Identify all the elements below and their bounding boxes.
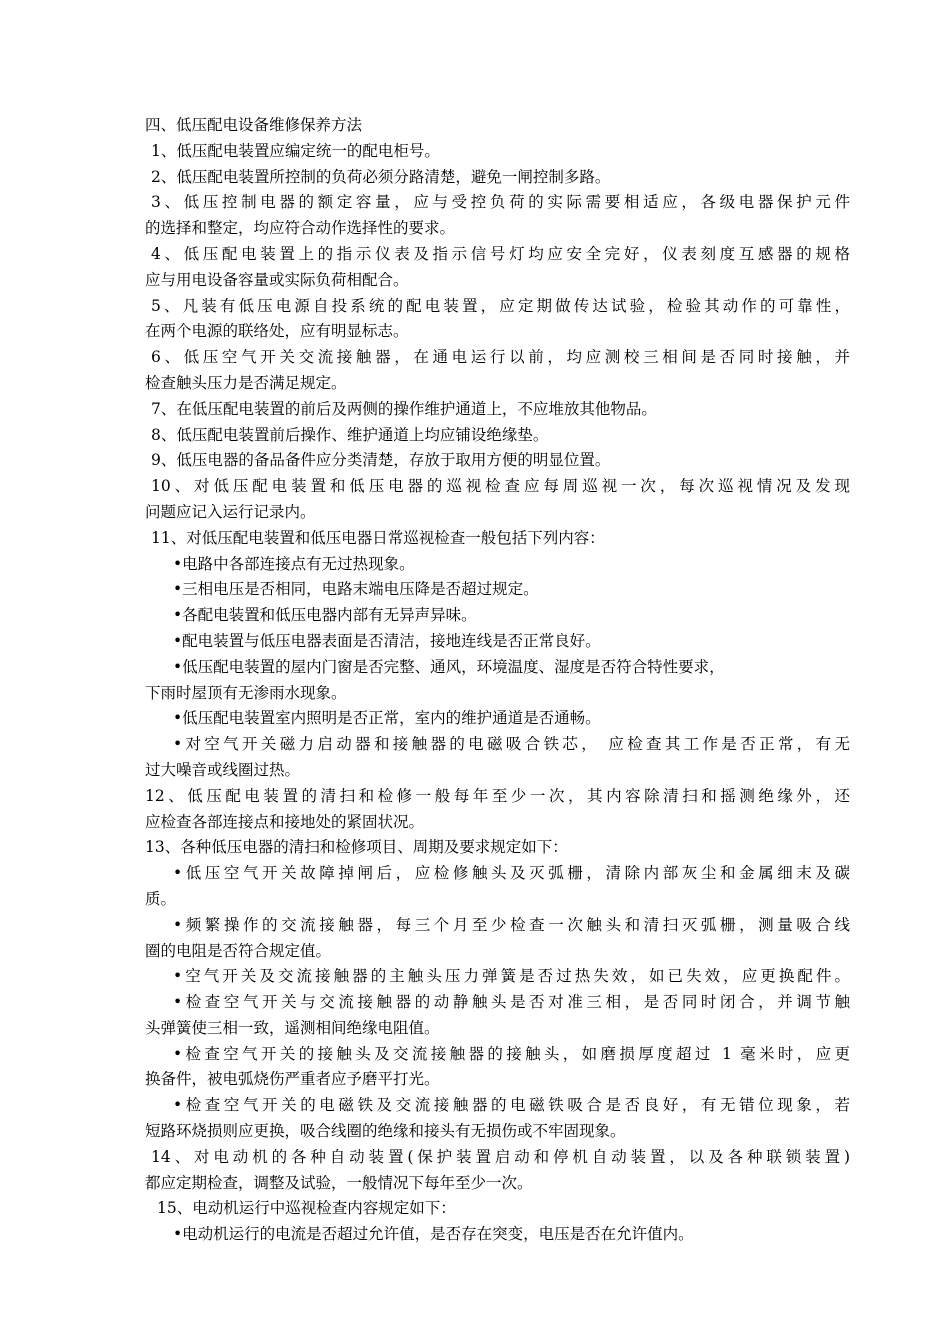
paragraph-line: 9、低压电器的备品备件应分类清楚，存放于取用方便的明显位置。: [151, 451, 611, 470]
bullet-item: •三相电压是否相同，电路末端电压降是否超过规定。: [173, 580, 539, 599]
bullet-item: •低压空气开关故障掉闸后，应检修触头及灭弧栅，清除内部灰尘和金属细末及碳: [173, 864, 850, 883]
paragraph-line: 应检查各部连接点和接地处的紧固状况。: [145, 812, 425, 831]
paragraph-line: 8、低压配电装置前后操作、维护通道上均应铺设绝缘垫。: [151, 425, 549, 444]
bullet-item: •电路中各部连接点有无过热现象。: [173, 554, 415, 573]
bullet-item: •低压配电装置室内照明是否正常，室内的维护通道是否通畅。: [173, 709, 601, 728]
bullet-item: •空气开关及交流接触器的主触头压力弹簧是否过热失效，如已失效，应更换配件。: [173, 967, 850, 986]
paragraph-line: 检查触头压力是否满足规定。: [145, 373, 347, 392]
bullet-item: •低压配电装置的屋内门窗是否完整、通风，环境温度、湿度是否符合特性要求，: [173, 657, 725, 676]
paragraph-line: 15、电动机运行中巡视检查内容规定如下：: [157, 1199, 456, 1218]
document-body: [145, 113, 850, 1248]
paragraph-line: 的选择和整定，均应符合动作选择性的要求。: [145, 219, 456, 238]
bullet-item-continuation: 质。: [145, 889, 177, 908]
bullet-item-continuation: 下雨时屋顶有无渗雨水现象。: [145, 683, 347, 702]
paragraph-line: 13、各种低压电器的清扫和检修项目、周期及要求规定如下：: [145, 838, 568, 857]
paragraph-line: 7、在低压配电装置的前后及两侧的操作维护通道上，不应堆放其他物品。: [151, 399, 657, 418]
paragraph-line: 1、低压配电装置应编定统一的配电柜号。: [151, 141, 440, 160]
bullet-item-continuation: 圈的电阻是否符合规定值。: [145, 941, 332, 960]
bullet-item-continuation: 换备件，被电弧烧伤严重者应予磨平打光。: [145, 1070, 440, 1089]
paragraph-line: 在两个电源的联络处，应有明显标志。: [145, 322, 409, 341]
bullet-item: •对空气开关磁力启动器和接触器的电磁吸合铁芯， 应检查其工作是否正常，有无: [173, 735, 850, 754]
paragraph-line: 问题应记入运行记录内。: [145, 502, 316, 521]
bullet-item: •各配电装置和低压电器内部有无异声异味。: [173, 606, 477, 625]
paragraph-line: 10、对低压配电装置和低压电器的巡视检查应每周巡视一次，每次巡视情况及发现: [151, 477, 850, 496]
bullet-item: •检查空气开关的电磁铁及交流接触器的电磁铁吸合是否良好，有无错位现象，若: [173, 1096, 850, 1115]
paragraph-line: 应与用电设备容量或实际负荷相配合。: [145, 270, 409, 289]
bullet-item: •频繁操作的交流接触器，每三个月至少检查一次触头和清扫灭弧栅，测量吸合线: [173, 915, 850, 934]
bullet-item-continuation: 过大噪音或线圈过热。: [145, 760, 301, 779]
paragraph-line: 5、凡装有低压电源自投系统的配电装置，应定期做传达试验，检验其动作的可靠性，: [151, 296, 850, 315]
bullet-item: •检查空气开关的接触头及交流接触器的接触头，如磨损厚度超过 1 毫米时，应更: [173, 1044, 850, 1063]
bullet-item-continuation: 短路环烧损则应更换，吸合线圈的绝缘和接头有无损伤或不牢固现象。: [145, 1122, 626, 1141]
paragraph-line: 14、对电动机的各种自动装置(保护装置启动和停机自动装置，以及各种联锁装置): [151, 1147, 850, 1166]
bullet-item: •配电装置与低压电器表面是否清洁，接地连线是否正常良好。: [173, 631, 601, 650]
paragraph-line: 12、低压配电装置的清扫和检修一般每年至少一次，其内容除清扫和摇测绝缘外，还: [145, 786, 850, 805]
paragraph-line: 4、低压配电装置上的指示仪表及指示信号灯均应安全完好，仪表刻度互感器的规格: [151, 244, 850, 263]
paragraph-line: 都应定期检查，调整及试验，一般情况下每年至少一次。: [145, 1173, 533, 1192]
paragraph-line: 3、低压控制电器的额定容量，应与受控负荷的实际需要相适应，各级电器保护元件: [151, 193, 850, 212]
section-heading: 四、低压配电设备维修保养方法: [145, 116, 363, 134]
bullet-item: •电动机运行的电流是否超过允许值，是否存在突变，电压是否在允许值内。: [173, 1225, 694, 1244]
paragraph-line: 6、低压空气开关交流接触器，在通电运行以前，均应测校三相间是否同时接触，并: [151, 348, 850, 367]
bullet-item-continuation: 头弹簧使三相一致，遥测相间绝缘电阻值。: [145, 1018, 440, 1037]
paragraph-line: 2、低压配电装置所控制的负荷必须分路清楚，避免一闸控制多路。: [151, 167, 611, 186]
paragraph-line: 11、对低压配电装置和低压电器日常巡视检查一般包括下列内容：: [151, 528, 605, 547]
bullet-item: •检查空气开关与交流接触器的动静触头是否对准三相，是否同时闭合，并调节触: [173, 993, 850, 1012]
